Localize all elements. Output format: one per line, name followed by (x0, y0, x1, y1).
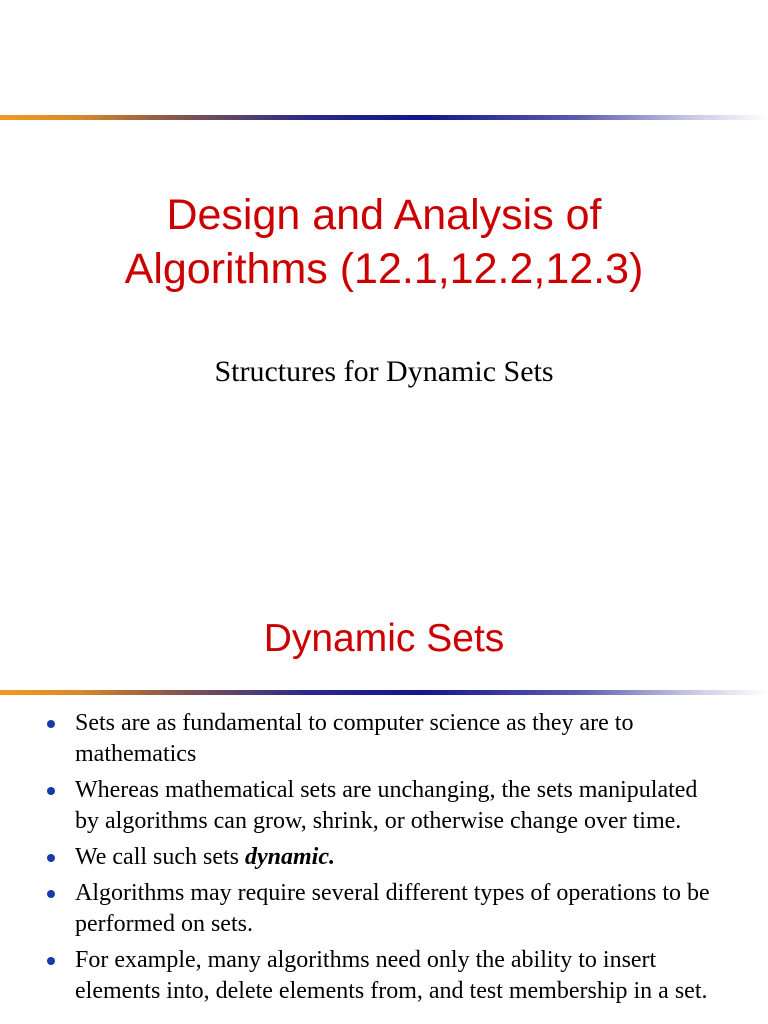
presentation-subtitle: Structures for Dynamic Sets (214, 355, 554, 388)
dynamic-sets-slide (0, 576, 768, 1024)
bullet-dot-icon (47, 890, 55, 898)
bullet-item (0, 945, 768, 1007)
bullet-text: For example, many algorithms need only the ability to insert elements into, delete elements from, and test membership in a set. (75, 947, 708, 1004)
bullet-text: Whereas mathematical sets are unchanging, the sets manipulated by algorithms can grow, shrink, or otherwise change over time. (75, 777, 698, 834)
slide-title: Dynamic Sets (263, 617, 505, 660)
bullet-dot-icon (47, 957, 55, 965)
bullet-dot-icon (47, 720, 55, 728)
title-line-2: Algorithms (12.1,12.2,12.3) (124, 245, 644, 293)
bullet-text: Algorithms may require several different types of operations to be performed on sets. (75, 880, 710, 937)
bullet-item (0, 708, 768, 770)
bullet-list (0, 708, 768, 1012)
bullet-item (0, 775, 768, 837)
presentation-title (0, 188, 768, 296)
bullet-dot-icon (47, 787, 55, 795)
bullet-item (0, 878, 768, 940)
bullet-text: Sets are as fundamental to computer science as they are to mathematics (75, 710, 634, 767)
slide-accent-rule (0, 690, 768, 695)
title-line-1: Design and Analysis of (166, 191, 602, 239)
title-slide-accent-rule (0, 115, 768, 120)
bullet-text: We call such sets (75, 844, 246, 870)
bullet-emphasis: dynamic. (245, 844, 336, 870)
bullet-item (0, 842, 768, 873)
bullet-dot-icon (47, 854, 55, 862)
